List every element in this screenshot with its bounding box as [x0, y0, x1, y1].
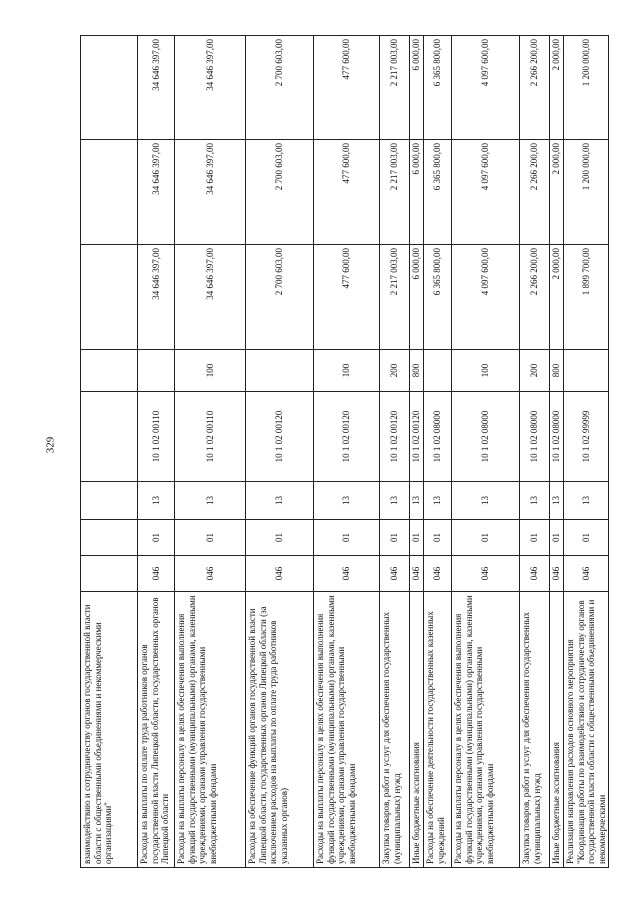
- row-name: взаимодействию и сотрудничеству органов государственной власти области с общественными объединениями и некоммерческими организациями": [81, 592, 138, 868]
- row-ved: 046: [410, 556, 424, 592]
- row-name: Реализация направления расходов основного мероприятия "Координация работы по взаимодействию и сотрудничеству органов государственной власти области с общественными объединениями и некоммерческими: [564, 592, 609, 868]
- row-amount-y1: 6 000,00: [410, 245, 424, 350]
- row-vr: [246, 350, 314, 392]
- row-pr: 13: [246, 482, 314, 520]
- row-amount-y3: 4 097 600,00: [452, 36, 520, 140]
- row-vr: 800: [550, 350, 564, 392]
- table-row: [81, 36, 138, 868]
- row-csr: 10 1 02 08000: [550, 392, 564, 482]
- row-amount-y3: 2 000,00: [550, 36, 564, 140]
- row-ved: 046: [175, 556, 246, 592]
- row-name: Расходы на выплаты персоналу в целях обеспечения выполнения функций государственными (муниципальными) органами, казенными учреждениями, органами управления государственными внебюджетными фондами: [314, 592, 380, 868]
- row-csr: 10 1 02 08000: [520, 392, 550, 482]
- table-row: [314, 36, 380, 868]
- row-ved: 046: [520, 556, 550, 592]
- row-name: Расходы на обеспечение функций органов государственной власти Липецкой области, государственных органов Липецкой области (за исключением расходов на выплаты по оплате труда работников указанных органов): [246, 592, 314, 868]
- row-ved: 046: [380, 556, 410, 592]
- row-rz: 01: [138, 520, 175, 556]
- row-pr: 13: [564, 482, 609, 520]
- row-amount-y3: 6 365 800,00: [424, 36, 452, 140]
- row-vr: 200: [520, 350, 550, 392]
- row-amount-y1: 2 700 603,00: [246, 245, 314, 350]
- row-ved: 046: [564, 556, 609, 592]
- row-pr: 13: [138, 482, 175, 520]
- row-name: Расходы на обеспечение деятельности государственных казенных учреждений: [424, 592, 452, 868]
- row-amount-y2: 1 200 000,00: [564, 140, 609, 245]
- row-pr: 13: [410, 482, 424, 520]
- row-rz: [81, 520, 138, 556]
- row-amount-y1: 2 266 200,00: [520, 245, 550, 350]
- row-vr: [424, 350, 452, 392]
- row-rz: 01: [520, 520, 550, 556]
- row-csr: 10 1 02 08000: [452, 392, 520, 482]
- table-row: [138, 36, 175, 868]
- row-vr: [564, 350, 609, 392]
- row-name: Расходы на выплаты персоналу в целях обеспечения выполнения функций государственными (муниципальными) органами, казенными учреждениями, органами управления государственными внебюджетными фондами: [452, 592, 520, 868]
- row-amount-y1: [81, 245, 138, 350]
- row-ved: 046: [246, 556, 314, 592]
- row-rz: 01: [314, 520, 380, 556]
- row-pr: 13: [424, 482, 452, 520]
- row-amount-y1: 1 899 700,00: [564, 245, 609, 350]
- row-amount-y1: 477 600,00: [314, 245, 380, 350]
- row-amount-y2: 477 600,00: [314, 140, 380, 245]
- row-csr: 10 1 02 00110: [175, 392, 246, 482]
- row-amount-y2: 34 646 397,00: [175, 140, 246, 245]
- row-csr: [81, 392, 138, 482]
- row-amount-y3: 477 600,00: [314, 36, 380, 140]
- row-name: Закупка товаров, работ и услуг для обеспечения государственных (муниципальных) нужд: [520, 592, 550, 868]
- row-rz: 01: [380, 520, 410, 556]
- row-pr: 13: [550, 482, 564, 520]
- table-row: [175, 36, 246, 868]
- row-rz: 01: [410, 520, 424, 556]
- row-vr: 800: [410, 350, 424, 392]
- row-vr: [138, 350, 175, 392]
- row-amount-y2: [81, 140, 138, 245]
- row-amount-y1: 2 217 003,00: [380, 245, 410, 350]
- row-amount-y2: 6 000,00: [410, 140, 424, 245]
- row-pr: 13: [520, 482, 550, 520]
- row-vr: 100: [314, 350, 380, 392]
- row-amount-y3: 2 217 003,00: [380, 36, 410, 140]
- budget-table-rotated: [80, 36, 610, 868]
- row-amount-y2: 2 266 200,00: [520, 140, 550, 245]
- row-amount-y3: 6 000,00: [410, 36, 424, 140]
- row-csr: 10 1 02 99999: [564, 392, 609, 482]
- table-row: [246, 36, 314, 868]
- row-amount-y2: 34 646 397,00: [138, 140, 175, 245]
- table-row: [550, 36, 564, 868]
- row-amount-y3: 34 646 397,00: [175, 36, 246, 140]
- table-row: [520, 36, 550, 868]
- page-number: 329: [44, 436, 56, 454]
- row-pr: 13: [175, 482, 246, 520]
- row-vr: 100: [452, 350, 520, 392]
- row-rz: 01: [246, 520, 314, 556]
- table-row: [452, 36, 520, 868]
- row-ved: 046: [138, 556, 175, 592]
- row-amount-y1: 34 646 397,00: [138, 245, 175, 350]
- row-vr: 200: [380, 350, 410, 392]
- table-row: [380, 36, 410, 868]
- row-rz: 01: [424, 520, 452, 556]
- row-amount-y2: 2 217 003,00: [380, 140, 410, 245]
- row-amount-y2: 2 000,00: [550, 140, 564, 245]
- row-pr: [81, 482, 138, 520]
- row-amount-y3: 1 200 000,00: [564, 36, 609, 140]
- row-pr: 13: [380, 482, 410, 520]
- row-csr: 10 1 02 08000: [424, 392, 452, 482]
- row-amount-y3: [81, 36, 138, 140]
- row-amount-y3: 2 266 200,00: [520, 36, 550, 140]
- budget-table: [80, 35, 609, 868]
- row-amount-y1: 2 000,00: [550, 245, 564, 350]
- row-name: Расходы на выплаты по оплате труда работников органов государственной власти Липецкой области, государственных органов Липецкой области: [138, 592, 175, 868]
- row-name: Закупка товаров, работ и услуг для обеспечения государственных (муниципальных) нужд: [380, 592, 410, 868]
- row-csr: 10 1 02 00120: [246, 392, 314, 482]
- row-csr: 10 1 02 00120: [380, 392, 410, 482]
- table-row: [410, 36, 424, 868]
- row-amount-y3: 34 646 397,00: [138, 36, 175, 140]
- row-ved: 046: [314, 556, 380, 592]
- row-ved: 046: [550, 556, 564, 592]
- row-rz: 01: [550, 520, 564, 556]
- row-amount-y1: 34 646 397,00: [175, 245, 246, 350]
- row-pr: 13: [314, 482, 380, 520]
- row-amount-y2: 2 700 603,00: [246, 140, 314, 245]
- row-vr: [81, 350, 138, 392]
- row-csr: 10 1 02 00120: [314, 392, 380, 482]
- row-name: Иные бюджетные ассигнования: [410, 592, 424, 868]
- table-body: [81, 36, 609, 868]
- table-row: [424, 36, 452, 868]
- row-name: Расходы на выплаты персоналу в целях обеспечения выполнения функций государственными (муниципальными) органами, казенными учреждениями, органами управления государственными внебюджетными фондами: [175, 592, 246, 868]
- row-vr: 100: [175, 350, 246, 392]
- row-csr: 10 1 02 00110: [138, 392, 175, 482]
- row-pr: 13: [452, 482, 520, 520]
- row-rz: 01: [175, 520, 246, 556]
- row-amount-y2: 4 097 600,00: [452, 140, 520, 245]
- row-rz: 01: [564, 520, 609, 556]
- row-ved: 046: [424, 556, 452, 592]
- row-csr: 10 1 02 00120: [410, 392, 424, 482]
- row-rz: 01: [452, 520, 520, 556]
- row-amount-y1: 4 097 600,00: [452, 245, 520, 350]
- row-amount-y2: 6 365 800,00: [424, 140, 452, 245]
- row-amount-y3: 2 700 603,00: [246, 36, 314, 140]
- row-amount-y1: 6 365 800,00: [424, 245, 452, 350]
- row-name: Иные бюджетные ассигнования: [550, 592, 564, 868]
- table-row: [564, 36, 609, 868]
- row-ved: [81, 556, 138, 592]
- row-ved: 046: [452, 556, 520, 592]
